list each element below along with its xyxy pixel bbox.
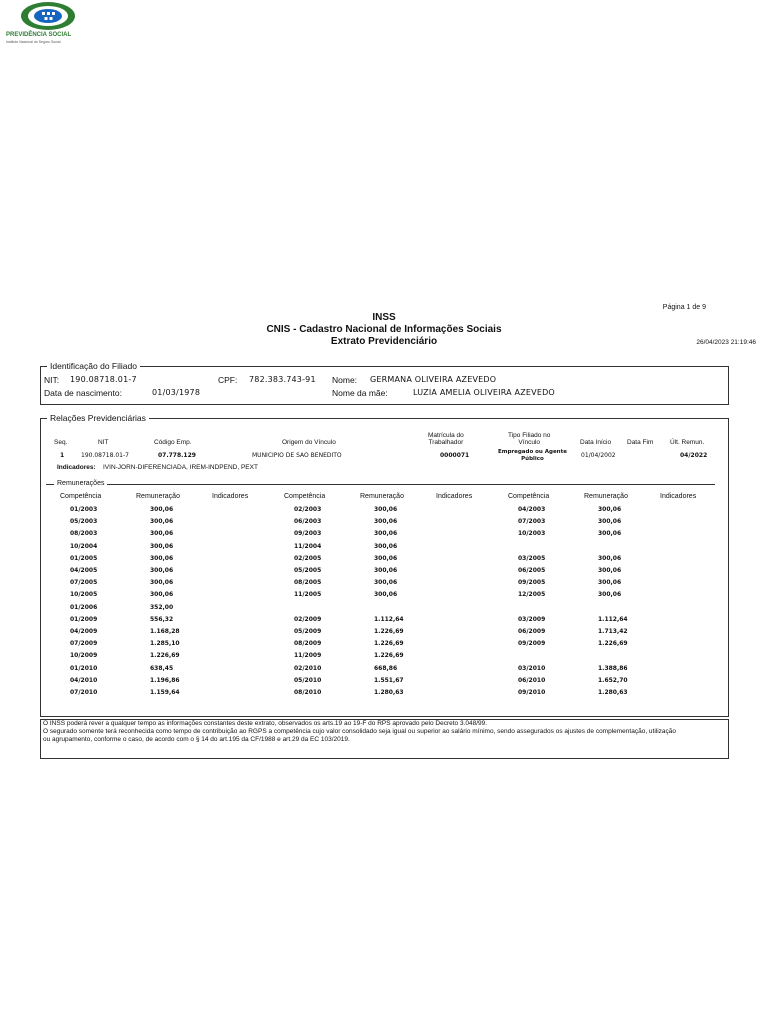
remun-competencia: 08/2010 (294, 689, 322, 696)
remun-competencia: 10/2009 (70, 652, 98, 660)
remun-competencia: 02/2005 (294, 554, 322, 562)
remun-competencia: 03/2009 (518, 615, 546, 623)
remun-competencia: 09/2005 (518, 579, 546, 587)
remun-valor: 1.551,67 (374, 676, 404, 684)
remun-competencia: 07/2009 (70, 640, 98, 648)
remun-header-remuneracao: Remuneração (584, 493, 628, 500)
remun-valor: 300,06 (150, 591, 174, 599)
remun-header-indicadores: Indicadores (212, 493, 249, 500)
remun-competencia: 04/2003 (518, 506, 546, 513)
title-extrato: Extrato Previdenciário (330, 336, 438, 347)
remun-valor: 1.652,70 (598, 676, 628, 684)
row-nit: 190.08718.01-7 (81, 452, 129, 459)
remun-competencia: 01/2006 (70, 603, 98, 611)
remun-header-remuneracao: Remuneração (136, 493, 180, 500)
remuneracoes-divider (46, 484, 715, 485)
remun-valor: 300,06 (150, 542, 174, 550)
remun-valor: 300,06 (374, 579, 398, 587)
header-seq: Seq. (54, 439, 68, 446)
remun-competencia: 11/2004 (294, 542, 322, 550)
remun-competencia: 11/2005 (294, 591, 322, 599)
header-matricula: Matrícula do Trabalhador (428, 432, 464, 446)
remun-valor: 1.168,28 (150, 628, 180, 635)
footer-line-2: O segurado somente terá reconhecida como tempo de contribuição ao RGPS a competência cujo valor consolidado seja igual ou superior ao salário mínimo, sendo assegurados os ajustes de complementação, utilização (43, 727, 677, 735)
nit-value: 190.08718.01-7 (70, 375, 137, 384)
remun-competencia: 10/2003 (518, 530, 546, 538)
cpf-value: 782.383.743-91 (249, 375, 316, 384)
remun-competencia: 04/2009 (70, 628, 98, 635)
header-data-fim: Data Fim (627, 439, 654, 446)
remun-competencia: 06/2003 (294, 518, 322, 526)
nome-label: Nome: (332, 375, 358, 385)
row-seq: 1 (60, 452, 65, 459)
remun-competencia: 06/2005 (518, 567, 546, 574)
title-cnis: CNIS - Cadastro Nacional de Informações Sociais (266, 324, 502, 335)
remun-valor: 300,06 (374, 506, 398, 513)
remun-valor: 300,06 (374, 518, 398, 526)
remun-competencia: 01/2009 (70, 615, 98, 623)
remun-competencia: 02/2010 (294, 664, 322, 672)
remun-valor: 1.226,69 (598, 640, 628, 648)
remun-valor: 1.112,64 (374, 615, 404, 623)
remun-competencia: 10/2004 (70, 542, 98, 550)
remun-competencia: 05/2010 (294, 676, 322, 684)
remun-valor: 1.226,69 (374, 640, 404, 648)
indicadores-value: IVIN-JORN-DIFERENCIADA, IREM-INDPEND, PEXT (103, 464, 258, 471)
logo-subtitle: Instituto Nacional do Seguro Social (6, 40, 61, 44)
remun-valor: 300,06 (374, 542, 398, 550)
remun-competencia: 08/2009 (294, 640, 322, 648)
remun-competencia: 01/2010 (70, 664, 98, 672)
footer-line-1: O INSS poderá rever a qualquer tempo as informações constantes deste extrato, observados os arts.19 ao 19-F do RPS aprovado pelo Decreto 3.048/99. (43, 720, 488, 727)
remun-header-competencia: Competência (284, 493, 326, 500)
remun-valor: 1.713,42 (598, 628, 628, 635)
remun-competencia: 02/2009 (294, 615, 322, 623)
mae-value: LUZIA AMELIA OLIVEIRA AZEVEDO (413, 388, 555, 397)
remun-valor: 1.280,63 (598, 689, 628, 696)
remun-valor: 300,06 (598, 579, 622, 587)
indicadores-label: Indicadores: (57, 464, 96, 471)
row-codigo-emp: 07.778.129 (158, 452, 196, 459)
remun-header-competencia: Competência (508, 493, 550, 500)
remun-valor: 1.159,64 (150, 689, 180, 696)
remuneracoes-title: Remunerações (54, 480, 107, 487)
remun-valor: 1.226,69 (374, 652, 404, 660)
remun-valor: 1.280,63 (374, 689, 404, 696)
logo-emblem-icon (18, 0, 78, 32)
row-ult-remun: 04/2022 (680, 452, 708, 459)
remun-competencia: 07/2005 (70, 579, 98, 587)
nit-label: NIT: (44, 375, 60, 385)
remun-competencia: 08/2003 (70, 530, 98, 538)
remun-competencia: 01/2005 (70, 554, 98, 562)
remun-competencia: 05/2005 (294, 567, 322, 574)
remun-valor: 300,06 (150, 567, 174, 574)
remun-competencia: 09/2009 (518, 640, 546, 648)
remun-valor: 1.285,10 (150, 640, 180, 648)
header-origem: Origem do Vínculo (282, 439, 336, 446)
remun-competencia: 09/2010 (518, 689, 546, 696)
remun-valor: 300,06 (598, 506, 622, 513)
relacoes-legend: Relações Previdenciárias (50, 413, 146, 423)
remun-valor: 300,06 (150, 554, 174, 562)
page-number: Página 1 de 9 (662, 304, 706, 311)
remun-valor: 1.196,86 (150, 676, 180, 684)
remun-competencia: 05/2003 (70, 518, 98, 526)
remun-valor: 300,06 (150, 518, 174, 526)
remun-competencia: 07/2010 (70, 689, 98, 696)
remun-competencia: 05/2009 (294, 628, 322, 635)
row-data-inicio: 01/04/2002 (581, 452, 616, 459)
remun-valor: 300,06 (374, 567, 398, 574)
nascimento-value: 01/03/1978 (152, 388, 201, 397)
cpf-label: CPF: (218, 375, 238, 385)
footer-notice (40, 719, 729, 759)
remun-competencia: 06/2009 (518, 628, 546, 635)
remun-competencia: 09/2003 (294, 530, 322, 538)
remun-competencia: 07/2003 (518, 518, 546, 526)
remun-competencia: 12/2005 (518, 591, 546, 599)
remun-competencia: 04/2010 (70, 676, 98, 684)
remun-competencia: 06/2010 (518, 676, 546, 684)
remun-valor: 300,06 (598, 530, 622, 538)
remun-header-indicadores: Indicadores (660, 493, 697, 500)
remun-valor: 300,06 (374, 591, 398, 599)
header-codigo-emp: Código Emp. (154, 439, 192, 446)
remun-competencia: 01/2003 (70, 506, 98, 513)
remun-valor: 352,00 (150, 603, 174, 611)
title-inss: INSS (372, 312, 396, 323)
issue-datetime: 26/04/2023 21:19:46 (696, 339, 756, 346)
row-matricula: 0000071 (440, 452, 470, 459)
remun-header-remuneracao: Remuneração (360, 493, 404, 500)
remun-header-competencia: Competência (60, 493, 102, 500)
remun-valor: 556,32 (150, 615, 174, 623)
remun-competencia: 02/2003 (294, 506, 322, 513)
remun-valor: 1.226,69 (374, 628, 404, 635)
remun-valor: 1.112,64 (598, 615, 628, 623)
header-data-inicio: Data Início (580, 439, 612, 446)
remun-valor: 300,06 (374, 530, 398, 538)
remun-competencia: 04/2005 (70, 567, 98, 574)
remun-valor: 300,06 (598, 554, 622, 562)
remun-valor: 300,06 (150, 530, 174, 538)
remun-valor: 300,06 (374, 554, 398, 562)
nascimento-label: Data de nascimento: (44, 388, 122, 398)
remun-valor: 300,06 (150, 506, 174, 513)
previdencia-social-logo (0, 0, 110, 60)
remun-valor: 1.226,69 (150, 652, 180, 660)
remun-valor: 300,06 (598, 591, 622, 599)
remun-valor: 668,86 (374, 664, 398, 672)
mae-label: Nome da mãe: (332, 388, 388, 398)
remun-competencia: 03/2010 (518, 664, 546, 672)
remun-valor: 1.388,86 (598, 664, 628, 672)
nome-value: GERMANA OLIVEIRA AZEVEDO (370, 375, 497, 384)
remun-competencia: 08/2005 (294, 579, 322, 587)
row-tipo-filiado: Empregado ou Agente Público (498, 449, 567, 462)
header-tipo-filiado: Tipo Filiado no Vínculo (508, 432, 551, 446)
remun-competencia: 03/2005 (518, 554, 546, 562)
remun-valor: 300,06 (150, 579, 174, 587)
remun-header-indicadores: Indicadores (436, 493, 473, 500)
remun-valor: 638,45 (150, 664, 174, 672)
row-origem: MUNICIPIO DE SAO BENEDITO (252, 452, 342, 459)
remun-valor: 300,06 (598, 518, 622, 526)
header-ult-remun: Últ. Remun. (670, 439, 705, 446)
filiado-legend: Identificação do Filiado (50, 361, 137, 371)
footer-line-3: ou agrupamento, conforme o caso, de acordo com o § 14 do art.195 da CF/1988 e art.29 da EC 103/2019. (43, 735, 350, 743)
header-nit: NIT (98, 439, 109, 446)
remun-competencia: 11/2009 (294, 652, 322, 660)
logo-name: PREVIDÊNCIA SOCIAL (6, 32, 72, 38)
remun-valor: 300,06 (598, 567, 622, 574)
remun-competencia: 10/2005 (70, 591, 98, 599)
